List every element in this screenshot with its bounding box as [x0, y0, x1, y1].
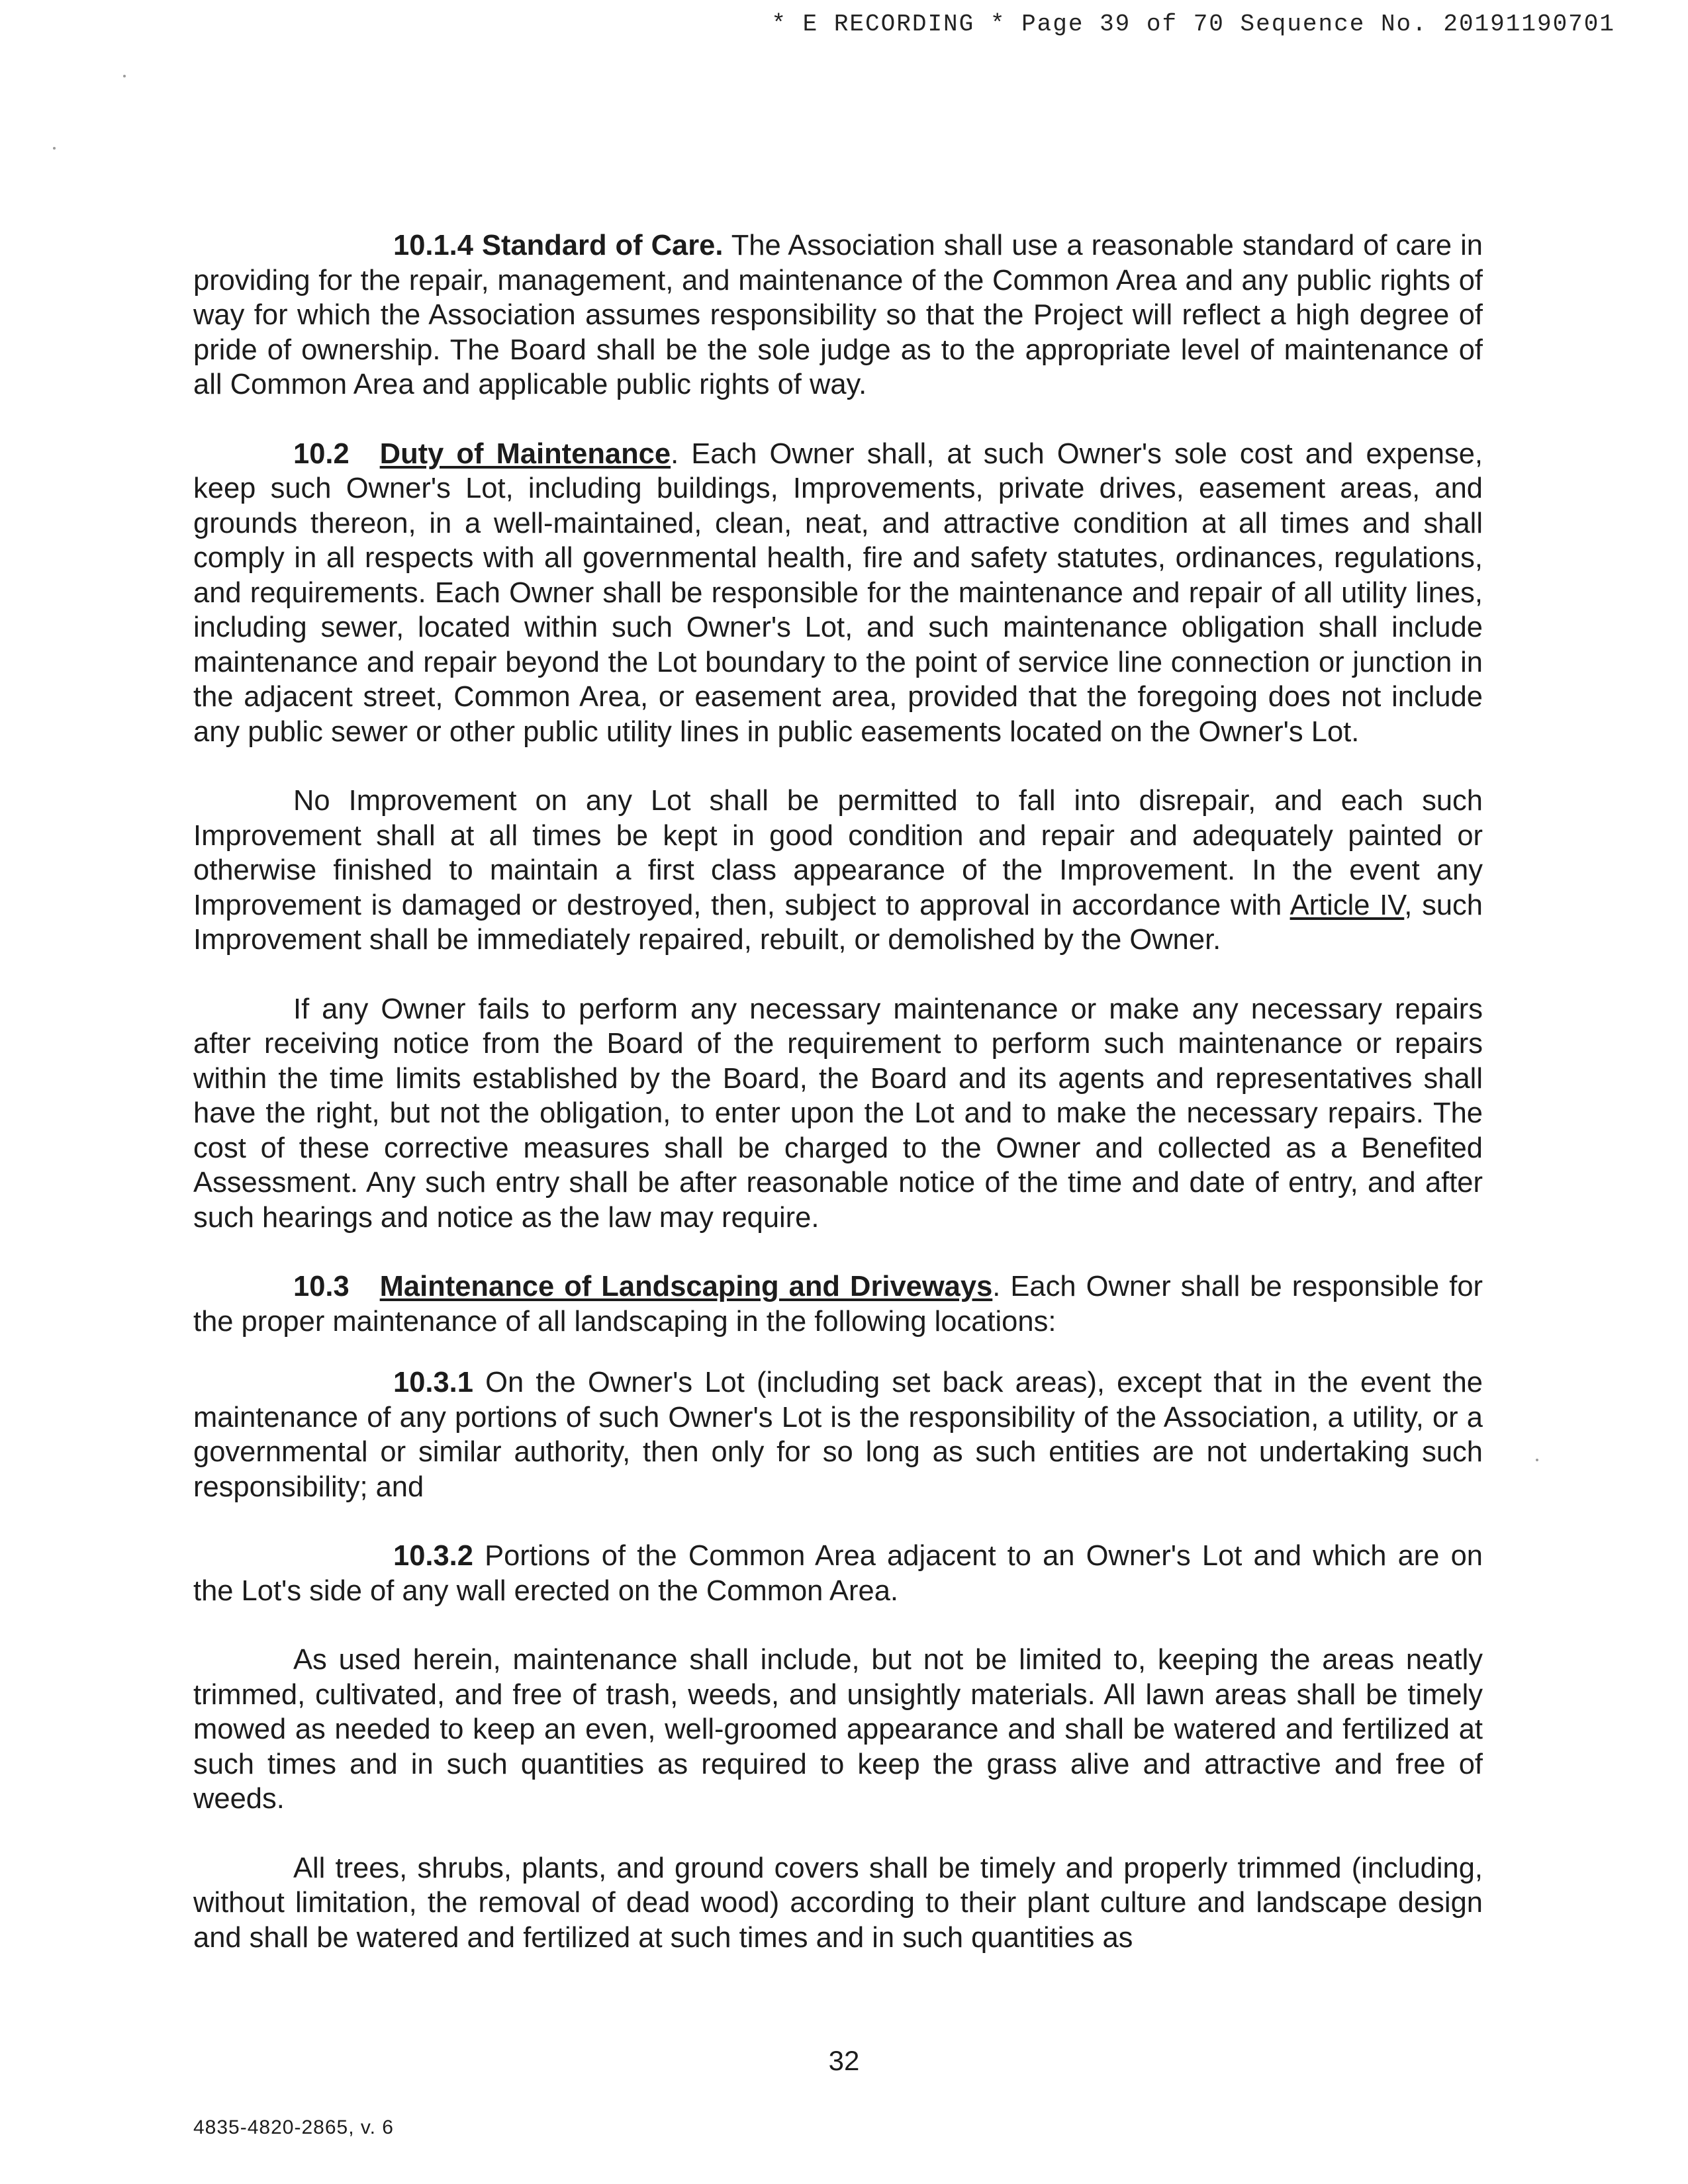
section-10-3-1	[193, 1365, 1483, 1504]
paragraph-text: As used herein, maintenance shall include, but not be limited to, keeping the areas neatly trimmed, cultivated, and free of trash, weeds, and unsightly materials. All lawn areas shall be timely mowed as needed to keep an even, well-groomed appearance and shall be watered and fertilized at such times and in such quantities as required to keep the grass alive and attractive and free of weeds.	[193, 1644, 1483, 1815]
recording-stamp: * E RECORDING * Page 39 of 70 Sequence No. 20191190701	[771, 11, 1615, 38]
section-10-3-2	[193, 1539, 1483, 1608]
section-title: Maintenance of Landscaping and Driveways	[379, 1271, 993, 1302]
section-10-1-4: 10.1.4 Standard of Care. The Association shall use a reasonable standard of care in providing for the repair, management, and maintenance of the Common Area and any public rights of way for which the Association assumes responsibility so that the Project will reflect a high degree of pride of ownership. The Board shall be the sole judge as to the appropriate level of maintenance of all Common Area and applicable public rights of way.	[193, 230, 1483, 400]
paragraph-text: No Improvement on any Lot shall be permitted to fall into disrepair, and each such Improvement shall at all times be kept in good condition and repair and adequately painted or otherwise finished to maintain a first class appearance of the Improvement. In the event any Improvement is damaged or destroyed, then, subject to approval in accordance with	[193, 785, 1483, 921]
section-number: 10.2	[293, 437, 350, 470]
section-title: Duty of Maintenance	[379, 437, 671, 470]
paragraph-owner-fails	[193, 992, 1483, 1236]
section-number: 10.1.4	[393, 230, 473, 261]
paragraph-all-trees	[193, 1851, 1483, 1956]
section-number: 10.3	[293, 1271, 350, 1302]
section-text: The Association shall use a reasonable standard of care in providing for the repair, management, and maintenance of the Common Area and any public rights of way for which the Association assumes responsibility so that the Project will reflect a high degree of pride of ownership. The Board shall be the sole judge as to the appropriate level of maintenance of all Common Area and applicable public rights of way.	[193, 230, 1483, 400]
scan-speck	[1536, 1459, 1538, 1461]
paragraph-text: All trees, shrubs, plants, and ground covers shall be timely and properly trimmed (including, without limitation, the removal of dead wood) according to their plant culture and landscape design and shall be watered and fertilized at such times and in such quantities as	[193, 1852, 1483, 1954]
section-number: 10.3.1	[393, 1367, 473, 1398]
section-10-3: 10.3 Maintenance of Landscaping and Driveways. Each Owner shall be responsible for the proper maintenance of all landscaping in the following locations:	[193, 1271, 1483, 1338]
paragraph-text: , such Improvement shall be immediately repaired, rebuilt, or demolished by the Owner.	[193, 889, 1483, 956]
section-text: Each Owner shall be responsible for the proper maintenance of all landscaping in the following locations:	[193, 1271, 1483, 1338]
section-title: Standard of Care	[481, 230, 716, 261]
document-body	[193, 228, 1483, 1989]
section-text: Each Owner shall, at such Owner's sole cost and expense, keep such Owner's Lot, including buildings, Improvements, private drives, easement areas, and grounds thereon, in a well-maintained, clean, neat, and attractive condition at all times and shall comply in all respects with all governmental health, fire and safety statutes, ordinances, regulations, and requirements. Each Owner shall be responsible for the maintenance and repair of all utility lines, including sewer, located within such Owner's Lot, and such maintenance obligation shall include maintenance and repair beyond the Lot boundary to the point of service line connection or junction in the adjacent street, Common Area, or easement area, provided that the foregoing does not include any public sewer or other public utility lines in public easements located on the Owner's Lot.	[193, 437, 1483, 748]
paragraph-text: If any Owner fails to perform any necessary maintenance or make any necessary repairs after receiving notice from the Board of the requirement to perform such maintenance or repairs within the time limits established by the Board, the Board and its agents and representatives shall have the right, but not the obligation, to enter upon the Lot and to make the necessary repairs. The cost of these corrective measures shall be charged to the Owner and collected as a Benefited Assessment. Any such entry shall be after reasonable notice of the time and date of entry, and after such hearings and notice as the law may require.	[193, 993, 1483, 1234]
section-text: Portions of the Common Area adjacent to an Owner's Lot and which are on the Lot's side of any wall erected on the Common Area.	[193, 1540, 1483, 1607]
paragraph-as-used	[193, 1643, 1483, 1817]
section-number: 10.3.2	[393, 1540, 473, 1572]
page-number: 32	[828, 2045, 860, 2076]
document-id: 4835-4820-2865, v. 6	[193, 2116, 394, 2138]
scan-speck	[53, 147, 56, 150]
scan-speck	[123, 75, 126, 77]
article-reference: Article IV	[1289, 889, 1405, 921]
section-10-2: 10.2 Duty of Maintenance. Each Owner shall, at such Owner's sole cost and expense, keep such Owner's Lot, including buildings, Improvements, private drives, easement areas, and grounds thereon, in a well-maintained, clean, neat, and attractive condition at all times and shall comply in all respects with all governmental health, fire and safety statutes, ordinances, regulations, and requirements. Each Owner shall be responsible for the maintenance and repair of all utility lines, including sewer, located within such Owner's Lot, and such maintenance obligation shall include maintenance and repair beyond the Lot boundary to the point of service line connection or junction in the adjacent street, Common Area, or easement area, provided that the foregoing does not include any public sewer or other public utility lines in public easements located on the Owner's Lot.	[193, 437, 1483, 748]
section-text: On the Owner's Lot (including set back areas), except that in the event the maintenance of any portions of such Owner's Lot is the responsibility of the Association, a utility, or a governmental or similar authority, then only for so long as such entities are not undertaking such responsibility; and	[193, 1367, 1483, 1503]
paragraph-no-improvement	[193, 784, 1483, 958]
